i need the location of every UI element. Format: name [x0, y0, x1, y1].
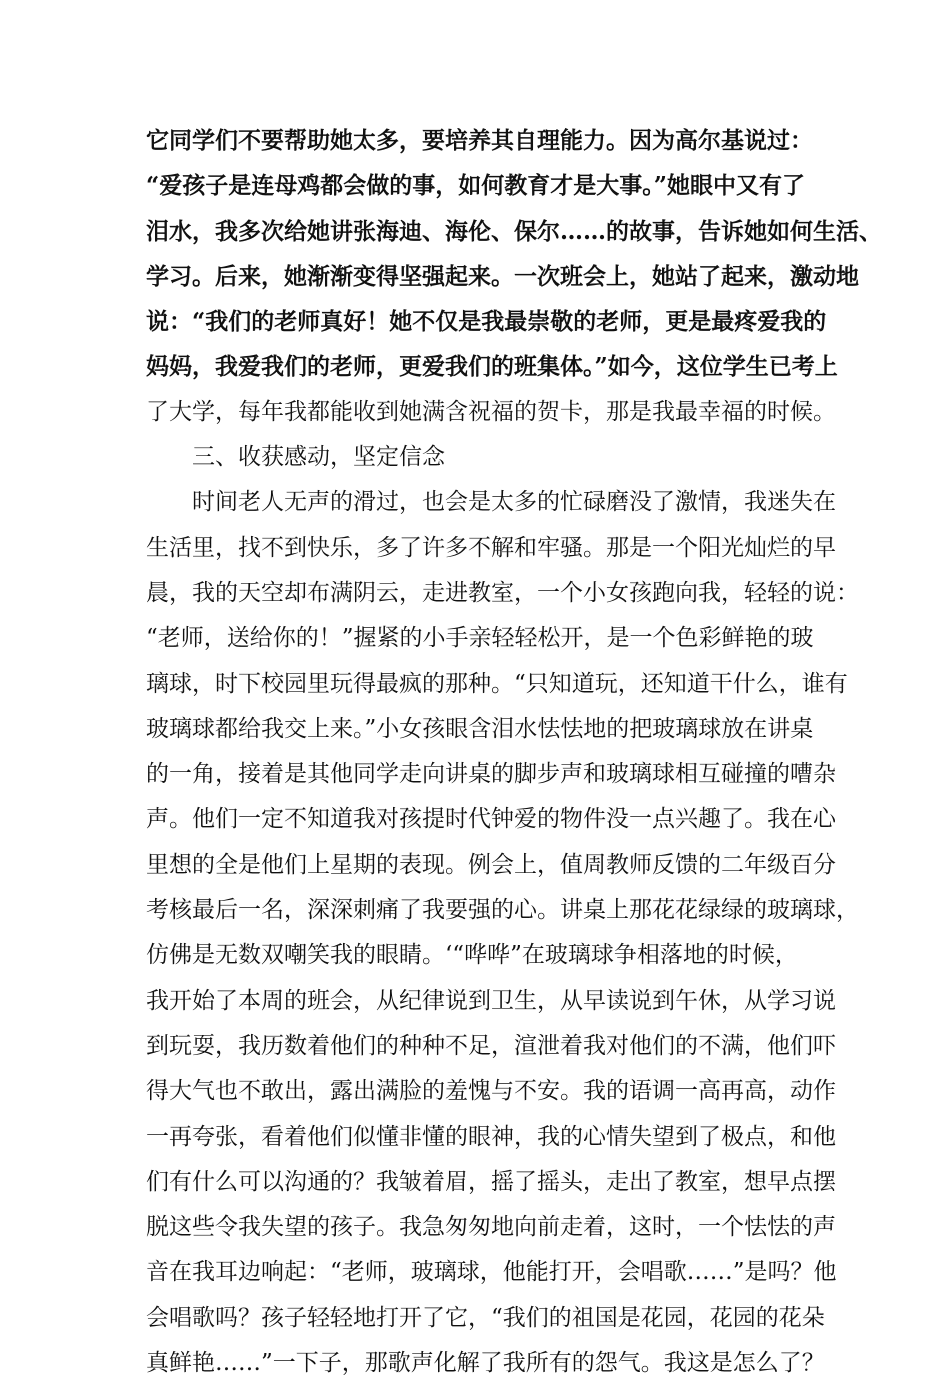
paragraph-line: 璃球，时下校园里玩得最疯的那种。“只知道玩，还知道干什么，谁有	[146, 670, 848, 697]
paragraph-line: 声。他们一定不知道我对孩提时代钟爱的物件没一点兴趣了。我在心	[146, 806, 836, 833]
text-line: “爱孩子是连母鸡都会做的事，如何教育才是大事。”她眼中又有了	[146, 172, 805, 200]
paragraph-line: 到玩耍，我历数着他们的种种不足，渲泄着我对他们的不满，他们吓	[146, 1032, 836, 1059]
paragraph-line: 我开始了本周的班会，从纪律说到卫生，从早读说到午休，从学习说	[146, 987, 836, 1014]
paragraph-line: 晨，我的天空却布满阴云，走进教室，一个小女孩跑向我，轻轻的说：	[146, 579, 859, 606]
paragraph-line: 会唱歌吗？孩子轻轻地打开了它，“我们的祖国是花园，花园的花朵	[146, 1304, 825, 1331]
text-line: 妈妈，我爱我们的老师，更爱我们的班集体。”如今，这位学生已考上	[146, 353, 838, 381]
text-line: 学习。后来，她渐渐变得坚强起来。一次班会上，她站了起来，激动地	[146, 262, 859, 290]
paragraph-line: 里想的全是他们上星期的表现。例会上，值周教师反馈的二年级百分	[146, 851, 836, 878]
text-line: 它同学们不要帮助她太多，要培养其自理能力。因为高尔基说过：	[146, 127, 813, 154]
text-line: 了大学，每年我都能收到她满含祝福的贺卡，那是我最幸福的时候。	[146, 398, 836, 425]
paragraph-line: 脱这些令我失望的孩子。我急匆匆地向前走着，这时，一个怯怯的声	[146, 1214, 836, 1241]
paragraph-line: 真鲜艳……”一下子，那歌声化解了我所有的怨气。我这是怎么了？	[146, 1350, 825, 1377]
paragraph-line: 考核最后一名，深深刺痛了我要强的心。讲桌上那花花绿绿的玻璃球，	[146, 897, 859, 924]
text-line: 泪水，我多次给她讲张海迪、海伦、保尔……的故事，告诉她如何生活、	[146, 217, 882, 245]
paragraph-line: 玻璃球都给我交上来。”小女孩眼含泪水怯怯地的把玻璃球放在讲桌	[146, 715, 814, 742]
document-body	[146, 118, 882, 1386]
paragraph-line: 音在我耳边响起：“老师，玻璃球，他能打开，会唱歌……”是吗？他	[146, 1259, 837, 1286]
paragraph-line: 一再夸张，看着他们似懂非懂的眼神，我的心情失望到了极点，和他	[146, 1123, 836, 1150]
paragraph-line: 生活里，找不到快乐，多了许多不解和牢骚。那是一个阳光灿烂的早	[146, 534, 836, 561]
paragraph-line: 的一角，接着是其他同学走向讲桌的脚步声和玻璃球相互碰撞的嘈杂	[146, 761, 836, 788]
paragraph-line: 时间老人无声的滑过，也会是太多的忙碌磨没了激情，我迷失在	[146, 489, 836, 516]
paragraph-line: 仿佛是无数双嘲笑我的眼睛。‘“哗哗”在玻璃球争相落地的时候，	[146, 942, 798, 969]
text-line: 说：“我们的老师真好！她不仅是我最崇敬的老师，更是最疼爱我的	[146, 308, 827, 336]
paragraph-line: “老师，送给你的！”握紧的小手亲轻轻松开，是一个色彩鲜艳的玻	[146, 625, 814, 652]
section-heading: 三、收获感动，坚定信念	[192, 444, 445, 471]
paragraph-line: 们有什么可以沟通的？我皱着眉，摇了摇头，走出了教室，想早点摆	[146, 1168, 836, 1195]
paragraph-line: 得大气也不敢出，露出满脸的羞愧与不安。我的语调一高再高，动作	[146, 1078, 836, 1105]
